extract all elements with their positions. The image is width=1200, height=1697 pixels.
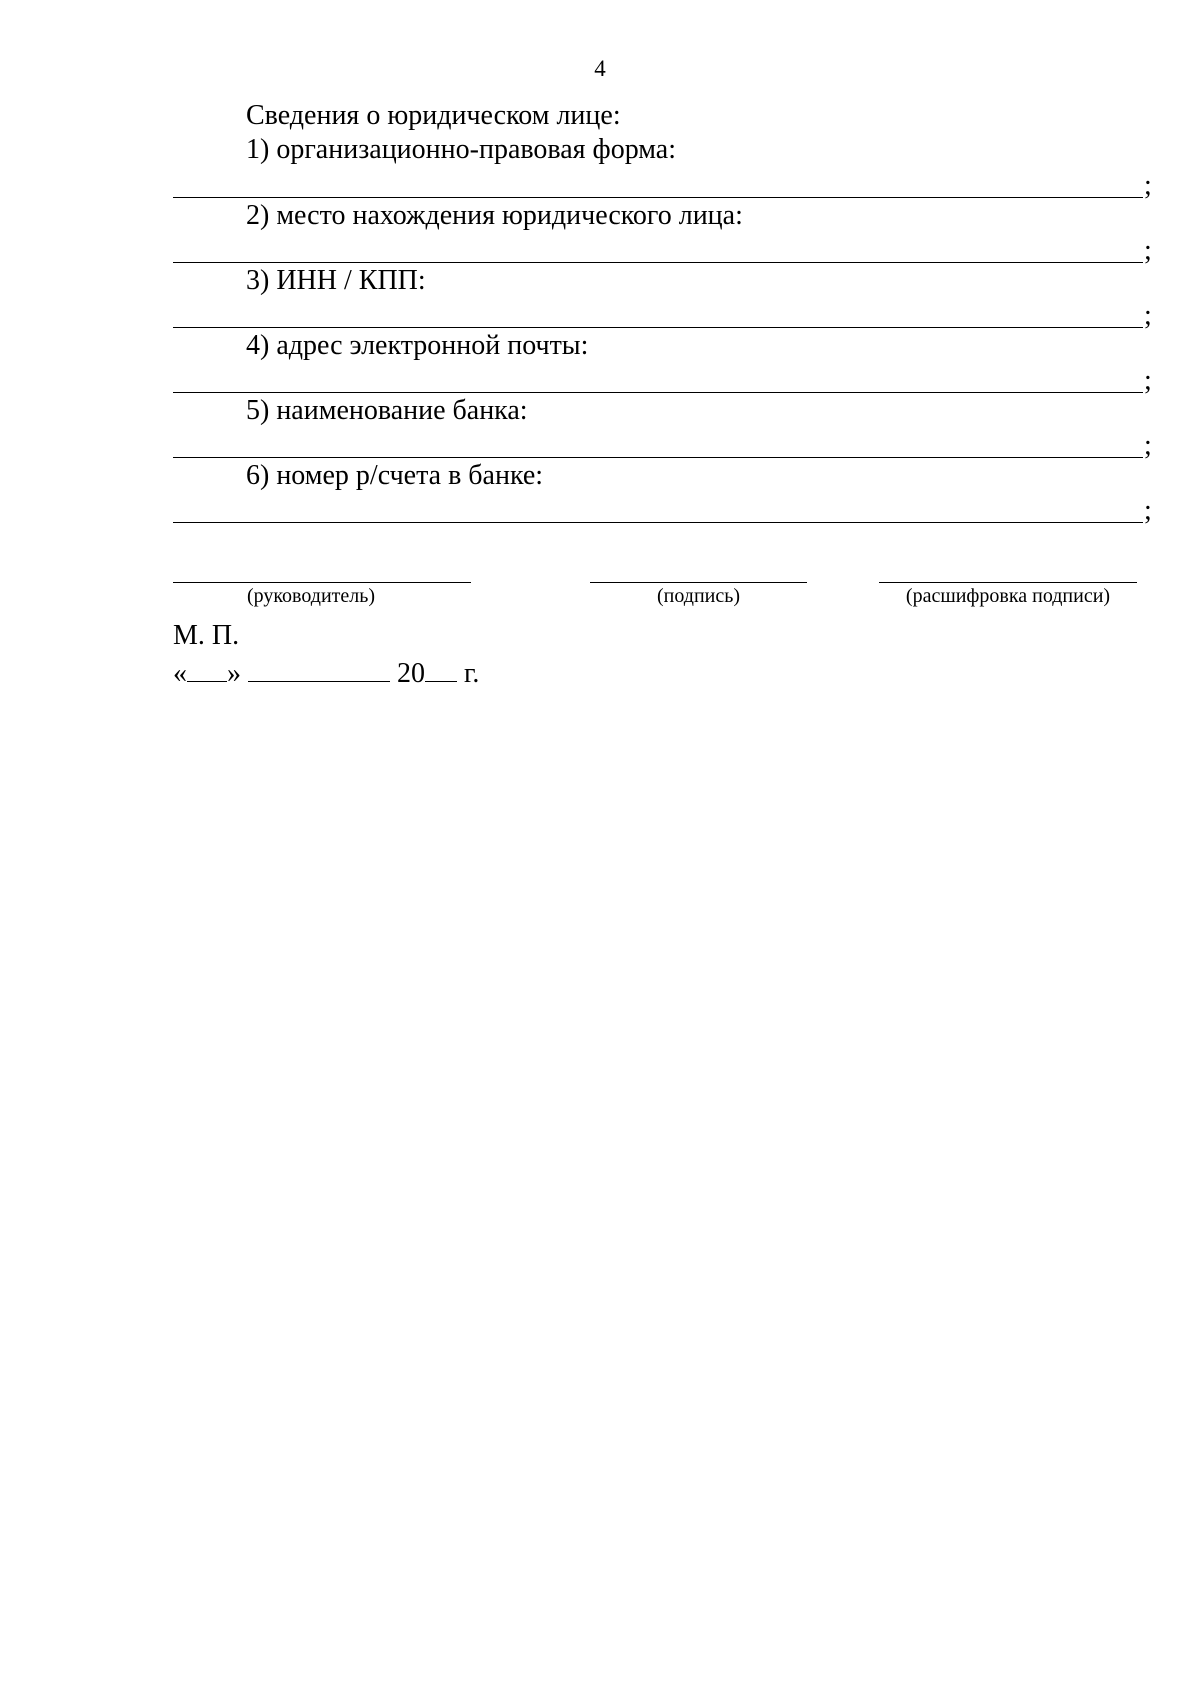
date-month-blank[interactable]	[248, 655, 390, 682]
field-end-legal-form: ;	[1144, 170, 1152, 201]
signature-line-sign[interactable]	[590, 582, 807, 583]
field-label-account-number: 6) номер р/счета в банке:	[246, 460, 544, 491]
caption-decoding: (расшифровка подписи)	[905, 585, 1111, 607]
field-end-account-number: ;	[1144, 495, 1152, 526]
field-end-location: ;	[1144, 235, 1152, 266]
field-label-legal-form: 1) организационно-правовая форма:	[246, 134, 677, 165]
field-end-inn-kpp: ;	[1144, 300, 1152, 331]
caption-head: (руководитель)	[246, 585, 376, 607]
field-end-bank-name: ;	[1144, 430, 1152, 461]
signature-line-head[interactable]	[173, 582, 471, 583]
field-line-bank-name[interactable]	[173, 457, 1143, 458]
date-year-prefix: 20	[397, 658, 425, 689]
field-label-bank-name: 5) наименование банка:	[246, 395, 528, 426]
caption-sign: (подпись)	[656, 585, 741, 607]
field-line-email[interactable]	[173, 392, 1143, 393]
field-line-inn-kpp[interactable]	[173, 327, 1143, 328]
date-year-blank[interactable]	[425, 655, 457, 682]
field-label-email: 4) адрес электронной почты:	[246, 330, 589, 361]
field-label-location: 2) место нахождения юридического лица:	[246, 200, 743, 231]
date-line	[173, 655, 479, 690]
field-line-legal-form[interactable]	[173, 197, 1143, 198]
signature-line-decoding[interactable]	[879, 582, 1137, 583]
field-label-inn-kpp: 3) ИНН / КПП:	[246, 265, 426, 296]
stamp-place-label: М. П.	[173, 620, 240, 651]
date-year-suffix: г.	[464, 658, 480, 689]
date-day-blank[interactable]	[187, 655, 227, 682]
date-close-quote: »	[227, 658, 241, 689]
field-line-account-number[interactable]	[173, 522, 1143, 523]
field-line-location[interactable]	[173, 262, 1143, 263]
section-heading: Сведения о юридическом лице:	[246, 100, 621, 131]
date-open-quote: «	[173, 658, 187, 689]
page-number: 4	[594, 56, 606, 81]
field-end-email: ;	[1144, 365, 1152, 396]
